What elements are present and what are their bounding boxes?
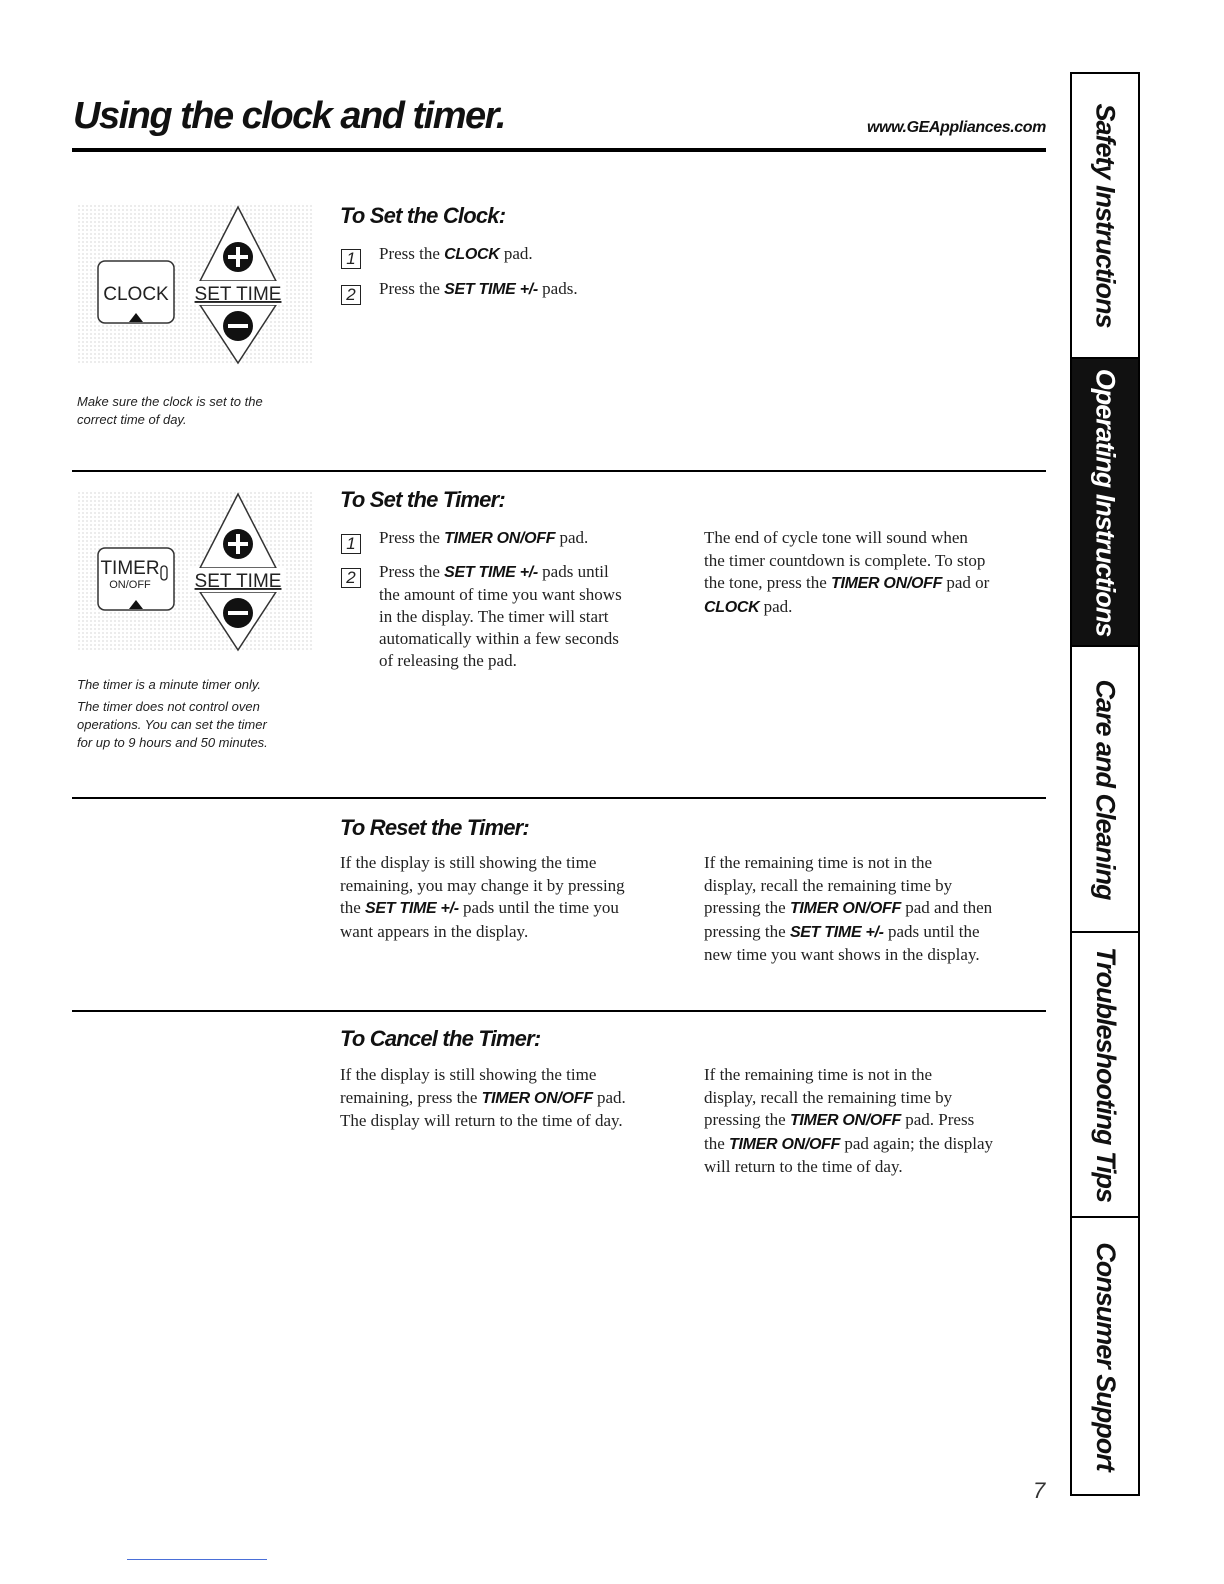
- timer-tone-paragraph: The end of cycle tone will sound when the timer countdown is complete. To stop the tone, press the TIMER ON/OFF pad or CLOCK pad.: [704, 528, 990, 616]
- step-number: 1: [341, 534, 361, 554]
- step-number: 2: [341, 568, 361, 588]
- section-divider: [72, 470, 1046, 472]
- set-clock-step-2: Press the SET TIME +/- pads.: [379, 279, 578, 298]
- set-clock-heading: To Set the Clock:: [340, 203, 506, 228]
- set-timer-heading: To Set the Timer:: [340, 487, 505, 512]
- set-time-label: SET TIME: [194, 284, 282, 305]
- page-title: Using the clock and timer.: [73, 95, 505, 137]
- website-url[interactable]: www.GEAppliances.com: [866, 119, 1046, 136]
- set-timer-step-2: Press the SET TIME +/- pads until the amount of time you want shows in the display. The timer will start automatically within a few seconds of releasing the pad.: [379, 562, 622, 670]
- timer-pad-label: TIMER: [100, 558, 160, 579]
- tab-consumer-support[interactable]: Consumer Support: [1090, 1241, 1121, 1471]
- tab-operating-instructions[interactable]: Operating Instructions: [1072, 359, 1138, 647]
- footer-line: [127, 1559, 267, 1560]
- clock-pad-label: CLOCK: [103, 284, 169, 305]
- timer-caption: The timer is a minute timer only. The timer does not control oven operations. You can set the timer for up to 9 hours and 50 minutes.: [77, 677, 268, 750]
- cancel-timer-right-paragraph: If the remaining time is not in the display, recall the remaining time by pressing the TIMER ON/OFF pad. Press the TIMER ON/OFF pad again; the display will return to the time of day.: [704, 1065, 994, 1176]
- tab-care-and-cleaning[interactable]: Care and Cleaning: [1072, 647, 1138, 933]
- page-number: 7: [1033, 1478, 1046, 1503]
- set-timer-step-1: Press the TIMER ON/OFF pad.: [379, 528, 589, 547]
- step-number: 1: [341, 249, 361, 269]
- cancel-timer-left-paragraph: If the display is still showing the time remaining, press the TIMER ON/OFF pad. The display will return to the time of day.: [340, 1065, 626, 1130]
- section-divider: [72, 1010, 1046, 1012]
- clock-caption: Make sure the clock is set to the correct time of day.: [77, 394, 263, 427]
- reset-timer-right-paragraph: If the remaining time is not in the display, recall the remaining time by pressing the TIMER ON/OFF pad and then pressing the SET TIME +/- pads until the new time you want shows in the display.: [704, 853, 993, 964]
- tab-safety-instructions[interactable]: Safety Instructions: [1072, 74, 1138, 359]
- cancel-timer-heading: To Cancel the Timer:: [340, 1026, 541, 1051]
- set-time-label: SET TIME: [194, 571, 282, 592]
- header-rule: [72, 148, 1046, 152]
- timer-control-panel-illustration: [78, 492, 312, 652]
- section-tabs-sidebar: [1070, 72, 1140, 1496]
- on-off-label: ON/OFF: [109, 579, 151, 591]
- tab-troubleshooting-tips[interactable]: Troubleshooting Tips: [1072, 933, 1138, 1218]
- reset-timer-heading: To Reset the Timer:: [340, 815, 529, 840]
- reset-timer-left-paragraph: If the display is still showing the time remaining, you may change it by pressing the SET TIME +/- pads until the time you want appears in the display.: [340, 853, 625, 941]
- step-number: 2: [341, 285, 361, 305]
- set-clock-step-1: Press the CLOCK pad.: [379, 244, 533, 263]
- section-divider: [72, 797, 1046, 799]
- clock-control-panel-illustration: [78, 205, 312, 365]
